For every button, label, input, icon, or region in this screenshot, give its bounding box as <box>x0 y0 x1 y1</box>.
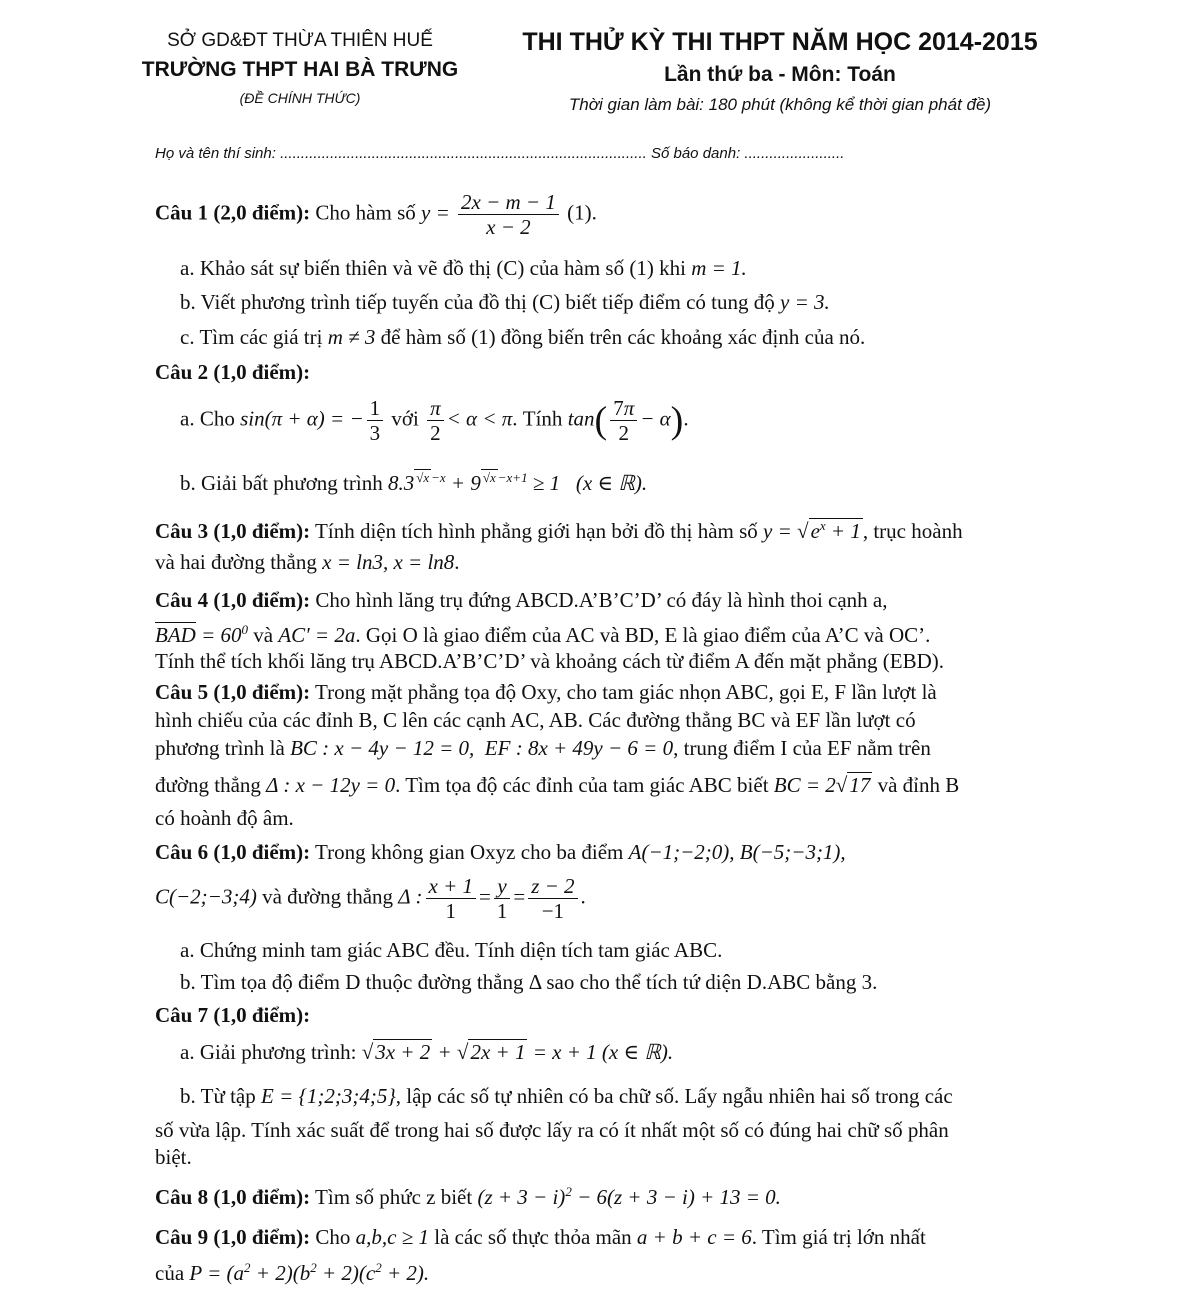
exam-title: THI THỬ KỲ THI THPT NĂM HỌC 2014-2015 <box>522 28 1038 56</box>
question-7b-set: E = {1;2;3;4;5} <box>261 1084 396 1108</box>
question-3-text: Tính diện tích hình phẳng giới hạn bởi đồ thị hàm số <box>315 519 758 543</box>
question-1-fraction: $\frac{2x - m - 1}{x - 2}$ <box>458 190 559 239</box>
question-6-line-1: Trong không gian Oxyz cho ba điểm <box>315 840 624 864</box>
question-5 <box>155 680 1045 705</box>
question-2a-minus-alpha: − α <box>640 406 671 431</box>
question-1a <box>180 256 1045 281</box>
exam-subtitle: Lần thứ ba - Môn: Toán <box>664 63 896 86</box>
question-6-heading: Câu 6 (1,0 điểm): <box>155 840 311 864</box>
question-1-intro: Cho hàm số <box>315 200 416 225</box>
question-4-line-1: Cho hình lăng trụ đứng ABCD.A’B’C’D’ có đáy là hình thoi cạnh a, <box>315 588 888 612</box>
exam-time: Thời gian làm bài: 180 phút (không kể thời gian phát đề) <box>568 95 992 114</box>
question-2a-math: sin(π + α) = − <box>240 406 364 431</box>
question-9-text-3: . Tìm giá trị lớn nhất <box>751 1225 926 1249</box>
question-9 <box>155 1225 1045 1250</box>
question-3-function: $y = √e^x + 1$ <box>763 518 861 543</box>
question-6-line-2: C(−2;−3;4) và đường thẳng Δ : $\frac{x + 1}{1}$ = $\frac{y}{1}$ = $\frac{z - 2}{-1}$ . <box>155 874 586 924</box>
department: SỞ GD&ĐT THỪA THIÊN HUẾ <box>167 30 433 51</box>
question-4-diagonal: AC' = 2a <box>278 623 356 647</box>
fraction-pi-half: $\frac{\pi}{2}$ <box>427 396 444 445</box>
candidate-info <box>155 145 844 162</box>
question-3-text-3: và hai đường thẳng <box>155 550 317 574</box>
question-7-heading: Câu 7 (1,0 điểm): <box>155 1003 311 1027</box>
question-5-equations: BC : x − 4y − 12 = 0, EF : 8x + 49y − 6 = 0 <box>290 736 674 760</box>
question-5-line-4-text-2: . Tìm tọa độ các đỉnh của tam giác ABC biết <box>395 773 769 797</box>
question-1c <box>180 325 1045 350</box>
question-6 <box>155 840 1045 865</box>
question-9-condition: a,b,c ≥ 1 <box>355 1225 430 1249</box>
question-9-heading: Câu 9 (1,0 điểm): <box>155 1225 311 1249</box>
fraction-y: $\frac{y}{1}$ <box>494 874 511 923</box>
question-4-heading: Câu 4 (1,0 điểm): <box>155 588 311 612</box>
question-2a: a. Cho sin(π + α) = − $\frac{1}{3}$ với $\frac{\pi}{2}$ < α < π. Tính tan( $\frac{7\pi}{2}$ − α). <box>180 396 689 446</box>
question-5-line-4-text: đường thẳng <box>155 773 261 797</box>
question-9-line-2 <box>155 1260 1045 1286</box>
question-9-text-4: của <box>155 1261 185 1285</box>
question-5-line-5 <box>155 806 1045 831</box>
question-4-angle: BAD = $60^0$ <box>155 622 248 647</box>
school-name: TRƯỜNG THPT HAI BÀ TRƯNG <box>141 58 459 81</box>
question-3-text-2: , trục hoành <box>862 519 963 543</box>
question-1a-text: a. Khảo sát sự biến thiên và vẽ đồ thị (C) của hàm số (1) khi <box>180 256 686 280</box>
question-9-text: Cho <box>315 1225 351 1249</box>
question-6-point-c: C(−2;−3;4) <box>155 884 257 909</box>
question-2b-text: b. Giải bất phương trình <box>180 471 383 495</box>
question-7b-text-4: biệt. <box>155 1145 192 1169</box>
question-2a-range: < α < π <box>446 406 513 431</box>
question-4-line-2 <box>155 622 1045 648</box>
question-1-heading: Câu 1 (2,0 điểm): <box>155 200 311 225</box>
question-5-line-3 <box>155 736 1045 761</box>
question-5-bc-length: BC = 2√17 <box>773 773 871 797</box>
question-5-line-4-text-3: và đỉnh B <box>877 773 960 797</box>
question-3-heading: Câu 3 (1,0 điểm): <box>155 519 311 543</box>
question-6a <box>180 938 1045 963</box>
candidate-name-label: Họ và tên thí sinh: ........................................................................................ <box>155 145 647 162</box>
question-5-heading: Câu 5 (1,0 điểm): <box>155 680 311 704</box>
question-1-ref: (1). <box>567 200 597 225</box>
question-9-sum: a + b + c = 6 <box>636 1225 752 1249</box>
question-1c-math: m ≠ 3 <box>327 325 376 349</box>
question-5-line-4 <box>155 773 1045 798</box>
question-6-delta: Δ : <box>398 884 423 909</box>
question-8-text: Tìm số phức z biết <box>315 1185 473 1209</box>
question-6b-text: b. Tìm tọa độ điểm D thuộc đường thẳng Δ sao cho thể tích tứ diện D.ABC bằng 3. <box>180 970 878 994</box>
fraction-7pi-half: $\frac{7\pi}{2}$ <box>610 396 637 445</box>
question-7b-text: b. Từ tập <box>180 1084 256 1108</box>
question-9-expression: $P = (a^2 + 2)(b^2 + 2)(c^2 + 2)$. <box>189 1260 430 1285</box>
question-8 <box>155 1184 1045 1210</box>
question-2a-text-3: . Tính <box>512 406 563 431</box>
question-1b-text: b. Viết phương trình tiếp tuyến của đồ thị (C) biết tiếp điểm có tung độ <box>180 290 775 314</box>
question-7b-line-2 <box>155 1118 1045 1143</box>
question-3-lines: x = ln3, x = ln8 <box>322 550 455 574</box>
question-5-line-5-text: có hoành độ âm. <box>155 806 294 830</box>
question-6-points: A(−1;−2;0), B(−5;−3;1), <box>628 840 846 864</box>
question-6a-text: a. Chứng minh tam giác ABC đều. Tính diện tích tam giác ABC. <box>180 938 723 962</box>
question-2-heading: Câu 2 (1,0 điểm): <box>155 360 311 384</box>
question-5-line-3-text: phương trình là <box>155 736 285 760</box>
question-7a <box>180 1040 1045 1065</box>
question-2a-text-2: với <box>391 406 419 431</box>
question-2 <box>155 360 1045 385</box>
header-left <box>120 28 480 106</box>
question-4-line-3-text: Tính thể tích khối lăng trụ ABCD.A’B’C’D’ và khoảng cách từ điểm A đến mặt phẳng (EBD). <box>155 649 945 673</box>
question-5-line-1: Trong mặt phẳng tọa độ Oxy, cho tam giác nhọn ABC, gọi E, F lần lượt là <box>315 680 937 704</box>
question-1-function: y = <box>421 200 450 225</box>
question-1c-text-2: để hàm số (1) đồng biến trên các khoảng xác định của nó. <box>380 325 866 349</box>
question-6b <box>180 970 1045 995</box>
question-4-and: và <box>253 623 274 647</box>
question-8-equation: $(z + 3 - i)^2 - 6(z + 3 - i) + 13 = 0$. <box>477 1184 781 1209</box>
question-1b-math: y = 3. <box>780 290 830 314</box>
question-1b <box>180 290 1045 315</box>
question-8-heading: Câu 8 (1,0 điểm): <box>155 1185 311 1209</box>
question-9-text-2: là các số thực thỏa mãn <box>434 1225 632 1249</box>
question-4 <box>155 588 1045 613</box>
question-2b <box>180 470 1045 496</box>
question-5-line-2 <box>155 708 1045 733</box>
header-right <box>500 28 1060 115</box>
fraction-x-plus-1: $\frac{x + 1}{1}$ <box>426 874 477 923</box>
question-2a-tan: tan <box>567 406 595 431</box>
question-5-line-3-text-2: , trung điểm I của EF nằm trên <box>673 736 931 760</box>
question-7 <box>155 1003 1045 1028</box>
question-5-delta: Δ : x − 12y = 0 <box>266 773 396 797</box>
question-1 <box>155 190 1045 239</box>
question-7b-text-2: , lập các số tự nhiên có ba chữ số. Lấy ngẫu nhiên hai số trong các <box>395 1084 953 1108</box>
fraction-z-minus-2: $\frac{z - 2}{-1}$ <box>528 874 577 923</box>
question-2a-text: a. Cho <box>180 406 235 431</box>
question-7b <box>180 1084 1045 1109</box>
question-1a-math: m = 1. <box>691 256 747 280</box>
question-6-line-2-text: và đường thẳng <box>262 884 394 909</box>
question-7b-line-3 <box>155 1145 1045 1170</box>
question-5-line-2-text: hình chiếu của các đỉnh B, C lên các cạnh AC, AB. Các đường thẳng BC và EF lần lượt có <box>155 708 916 732</box>
question-2b-math: 8.3 $^{√x -x}$ + 9 $^{√x -x+1}$ ≥ 1 (x ∈ ℝ). <box>387 470 648 495</box>
fraction-one-third: $\frac{1}{3}$ <box>367 396 384 445</box>
question-3 <box>155 518 1045 544</box>
question-7a-text: a. Giải phương trình: <box>180 1040 357 1064</box>
question-7b-text-3: số vừa lập. Tính xác suất để trong hai số được lấy ra có ít nhất một số có đúng hai chữ số phân <box>155 1118 949 1142</box>
question-1c-text: c. Tìm các giá trị <box>180 325 323 349</box>
question-4-line-2-text: . Gọi O là giao điểm của AC và BD, E là giao điểm của A’C và OC’. <box>355 623 931 647</box>
candidate-id-label: Số báo danh: ........................ <box>650 145 845 162</box>
question-3-line-2: và hai đường thẳng x = ln3, x = ln8. <box>155 550 460 574</box>
question-4-line-3 <box>155 649 1045 674</box>
question-7a-equation: √3x + 2 + √2x + 1 = x + 1 (x ∈ ℝ). <box>361 1040 674 1064</box>
official-label: (ĐỀ CHÍNH THỨC) <box>239 90 361 106</box>
